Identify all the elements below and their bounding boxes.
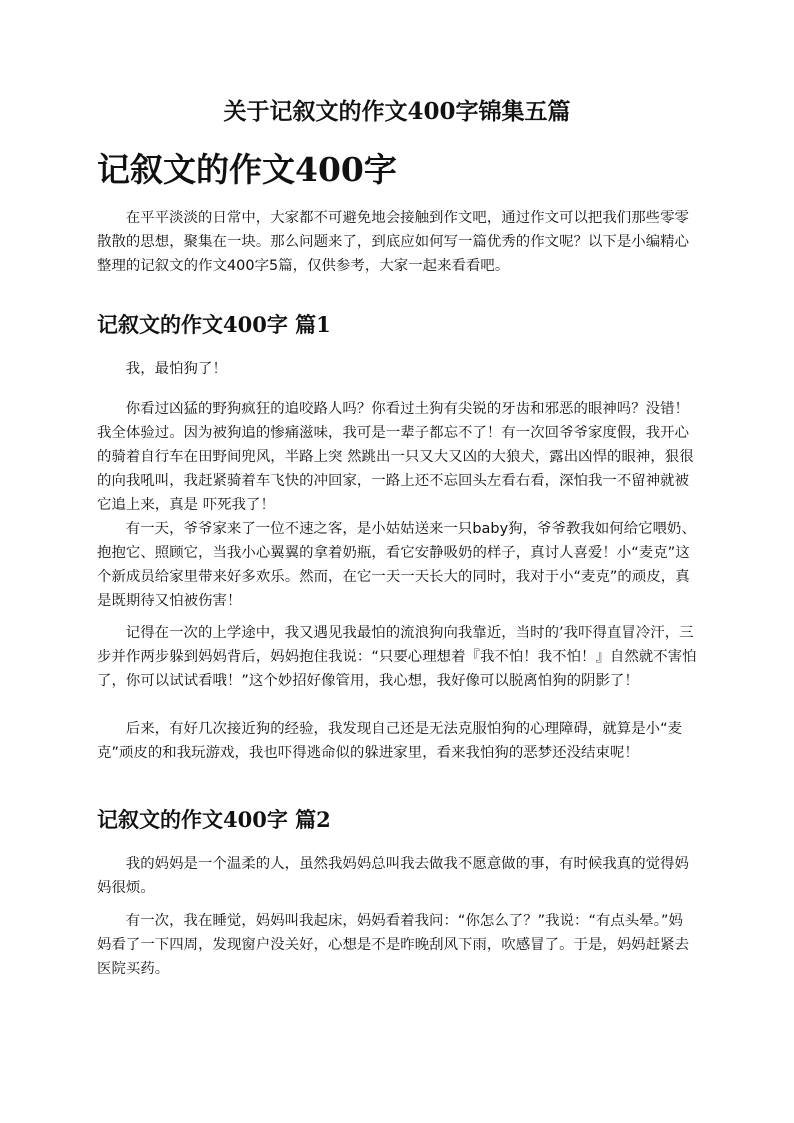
document-title: 关于记叙文的作文400字锦集五篇 [223,98,571,125]
paragraph: 我的妈妈是一个温柔的人，虽然我妈妈总叫我去做我不愿意做的事，有时候我真的觉得妈妈很烦。 [97,856,689,896]
paragraph: 有一次，我在睡觉，妈妈叫我起床，妈妈看着我问：“你怎么了？”我说：“有点头晕。”妈妈看了一下四周，发现窗户没关好，心想是不是昨晚刮风下雨，吹感冒了。于是，妈妈赶紧去医院买药。 [97,913,690,977]
section-heading-1: 记叙文的作文400字 篇1 [97,312,331,337]
paragraph: 有一天，爷爷家来了一位不速之客，是小姑姑送来一只baby狗，爷爷教我如何给它喂奶、抱抱它、照顾它，当我小心翼翼的拿着奶瓶，看它安静吸奶的样子，真讨人喜爱！小“麦克”这个新成员给家里带来好多欢乐。然而，在它一天一天长大的同时，我对于小“麦克”的顽皮，真是既期待又怕被伤害！ [97,521,696,609]
intro-paragraph: 在平平淡淡的日常中，大家都不可避免地会接触到作文吧，通过作文可以把我们那些零零散散的思想，聚集在一块。那么问题来了，到底应如何写一篇优秀的作文呢？以下是小编精心整理的记叙文的作文400字5篇，仅供参考，大家一起来看看吧。 [97,210,690,274]
main-heading: 记叙文的作文400字 [97,150,397,189]
section-heading-2: 记叙文的作文400字 篇2 [97,807,331,832]
paragraph: 我，最怕狗了！ [125,361,227,377]
paragraph: 后来，有好几次接近狗的经验，我发现自己还是无法克服怕狗的心理障碍，就算是小“麦克”顽皮的和我玩游戏，我也吓得逃命似的躲进家里，看来我怕狗的恶梦还没结束呢！ [97,721,683,761]
paragraph: 你看过凶猛的野狗疯狂的追咬路人吗？你看过土狗有尖锐的牙齿和邪恶的眼神吗？没错！我全体验过。因为被狗追的惨痛滋味，我可是一辈子都忘不了！有一次回爷爷家度假，我开心的骑着自行车在田野间兜风，半路上突 然跳出一只又大又凶的大狼犬，露出凶悍的眼神，狠很的向我吼叫，我赶紧骑着车飞快的冲回家，一路上还不忘回头左看右看，深怕我一不留神就被它追上来，真是 吓死我了！ [97,401,694,513]
paragraph: 记得在一次的上学途中，我又遇见我最怕的流浪狗向我靠近，当时的’我吓得直冒冷汗，三步并作两步躲到妈妈背后，妈妈抱住我说：“只要心理想着『我不怕！我不怕！』自然就不害怕了，你可以试试看哦！”这个妙招好像管用，我心想，我好像可以脱离怕狗的阴影了！ [97,625,697,689]
